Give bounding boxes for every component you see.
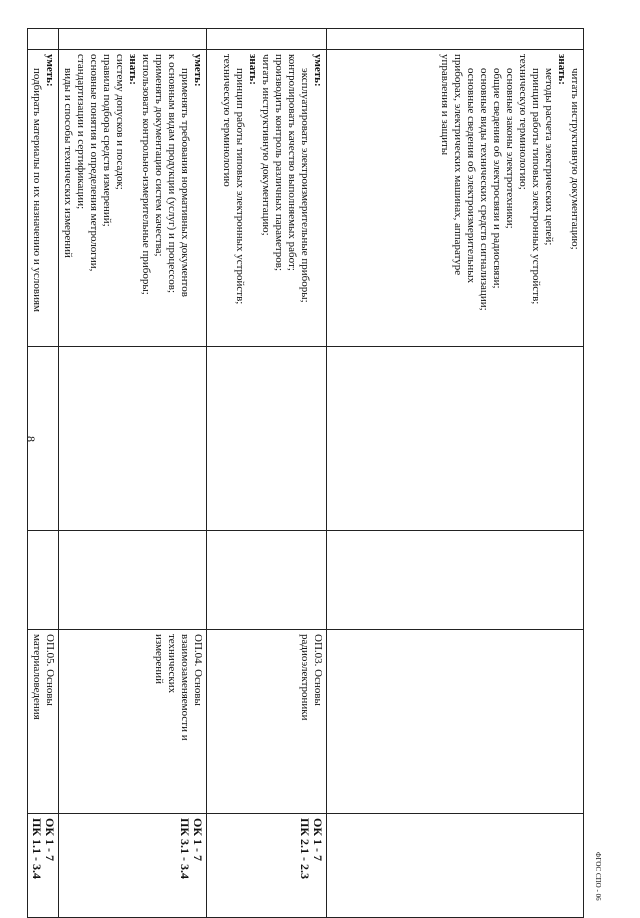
discipline-name: ОП.04. Основы	[192, 634, 204, 706]
requirement-line: читать инструктивную документацию;	[260, 54, 272, 236]
hours-cell	[327, 347, 584, 531]
discipline-cell	[207, 630, 327, 814]
hours-cell	[327, 531, 584, 630]
requirement-line: техническую терминологию;	[517, 54, 529, 190]
discipline-name: ОП.05. Основы	[44, 634, 56, 706]
discipline-cell	[28, 630, 59, 814]
hours-cell	[59, 531, 207, 630]
requirement-line: производить контроль различных параметров;	[273, 54, 285, 272]
competency-code: ПК 1.1 - 3.4	[30, 818, 44, 880]
hours-cell	[28, 531, 59, 630]
requirement-line: подбирать материалы по их назначению и условиям	[31, 68, 43, 312]
requirement-line: знать:	[127, 54, 139, 85]
requirement-line: принцип работы типовых электронных устройств;	[530, 68, 542, 305]
hours-cell	[59, 347, 207, 531]
requirement-line: основные сведения об электроизмерительных	[465, 68, 477, 284]
requirement-line: приборах, электрических машинах, аппаратуре	[452, 54, 464, 276]
requirement-line: эксплуатировать электроизмерительные приборы;	[299, 68, 311, 303]
requirements-cell	[327, 50, 584, 347]
requirement-line: основные виды технических средств сигнализации;	[478, 68, 490, 311]
index-cell	[207, 29, 327, 50]
requirement-line: контролировать качество выполняемых работ;	[286, 54, 298, 271]
requirement-line: методы расчета электрических цепей;	[543, 68, 555, 246]
requirement-line: знать:	[556, 54, 568, 85]
requirement-line: к основным видам продукции (услуг) и процессов;	[166, 54, 178, 294]
table-row	[28, 29, 59, 918]
requirement-line: уметь:	[44, 54, 56, 87]
requirement-line: виды и способы технических измерений	[62, 68, 74, 258]
requirement-line: техническую терминологию	[221, 54, 233, 187]
requirement-line: применять требования нормативных документов	[179, 68, 191, 297]
discipline-name: ОП.03. Основы	[312, 634, 324, 706]
requirement-line: уметь:	[192, 54, 204, 87]
competency-code: ОК 1 - 7	[43, 818, 57, 862]
discipline-name: радиоэлектроники	[299, 634, 311, 721]
hours-cell	[28, 347, 59, 531]
competency-code: ПК 3.1 - 3.4	[178, 818, 192, 880]
competency-code: ОК 1 - 7	[311, 818, 325, 862]
requirement-line: управления и защиты	[439, 54, 451, 156]
index-cell	[28, 29, 59, 50]
discipline-name: технических	[166, 634, 178, 694]
requirement-line: использовать контрольно-измерительные приборы;	[140, 54, 152, 295]
hours-cell	[207, 347, 327, 531]
requirement-line: знать:	[247, 54, 259, 85]
requirement-line: применять документацию систем качества;	[153, 54, 165, 257]
table-row	[59, 29, 207, 918]
requirement-line: основные законы электротехники;	[504, 68, 516, 229]
requirements-cell	[59, 50, 207, 347]
table-row	[327, 29, 584, 918]
requirement-line: стандартизации и сертификации;	[75, 54, 87, 210]
discipline-cell	[59, 630, 207, 814]
table-row	[207, 29, 327, 918]
index-cell	[327, 29, 584, 50]
competency-code: ОК 1 - 7	[191, 818, 205, 862]
footer-label: ФГОС СПО - 06	[594, 852, 602, 901]
hours-cell	[207, 531, 327, 630]
requirement-line: уметь:	[312, 54, 324, 87]
requirements-cell	[28, 50, 59, 347]
requirement-line: основные понятия и определения метрологии,	[88, 54, 100, 272]
competency-table	[27, 28, 584, 918]
competency-codes-cell	[59, 814, 207, 918]
requirement-line: читать инструктивную документацию;	[569, 68, 581, 250]
requirement-line: правила подбора средств измерений;	[101, 54, 113, 227]
competency-codes-cell	[28, 814, 59, 918]
competency-codes-cell	[207, 814, 327, 918]
requirements-cell	[207, 50, 327, 347]
discipline-name: материаловедения	[31, 634, 43, 720]
competency-codes-cell	[327, 814, 584, 918]
competency-code: ПК 2.1 - 2.3	[298, 818, 312, 880]
rotated-table-container	[30, 28, 584, 880]
requirement-line: общие сведения об электросвязи и радиосвязи;	[491, 68, 503, 289]
discipline-cell	[327, 630, 584, 814]
index-cell	[59, 29, 207, 50]
discipline-name: взаимозаменяемости и	[179, 634, 191, 741]
discipline-name: измерений	[153, 634, 165, 684]
requirement-line: систему допусков и посадок;	[114, 54, 126, 190]
requirement-line: принцип работы типовых электронных устройств;	[234, 68, 246, 305]
page-number: 8	[24, 436, 38, 442]
